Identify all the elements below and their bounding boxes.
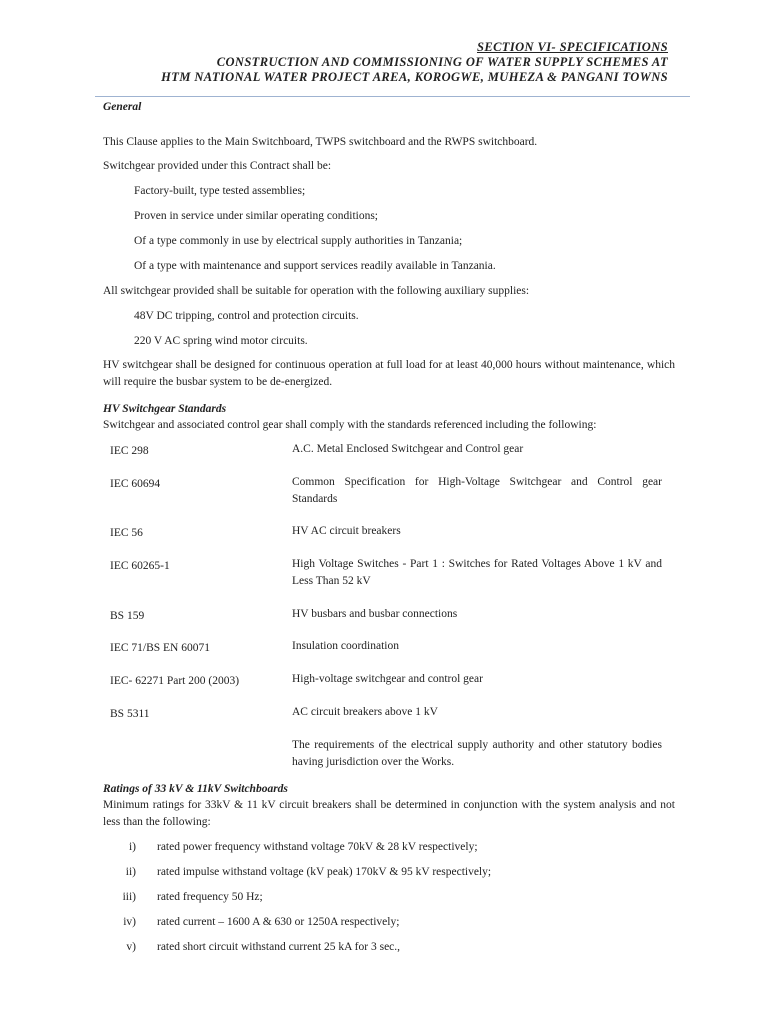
rating-text: rated current – 1600 A & 630 or 1250A respectively; (157, 916, 400, 928)
rating-number: iii) (122, 891, 136, 903)
section-title: SECTION VI- SPECIFICATIONS (476, 40, 668, 54)
supply-item: 220 V AC spring wind motor circuits. (134, 335, 308, 347)
list-item: Of a type commonly in use by electrical supply authorities in Tanzania; (134, 235, 463, 247)
standard-code: IEC 298 (110, 445, 149, 457)
standard-code: IEC 71/BS EN 60071 (110, 642, 210, 654)
rating-number: v) (126, 941, 136, 953)
rating-number: ii) (125, 866, 136, 878)
standards-heading: HV Switchgear Standards (103, 403, 227, 415)
general-paragraph-1: This Clause applies to the Main Switchboard, TWPS switchboard and the RWPS switchboard. (103, 136, 538, 148)
general-paragraph-3: All switchgear provided shall be suitable for operation with the following auxiliary supplies: (103, 285, 530, 297)
general-heading: General (103, 101, 142, 113)
standards-intro: Switchgear and associated control gear shall comply with the standards referenced including the following: (103, 419, 597, 431)
standard-code: IEC 56 (110, 527, 143, 539)
rating-text: rated power frequency withstand voltage 70kV & 28 kV respectively; (157, 841, 478, 853)
rating-number: i) (128, 841, 136, 853)
rating-text: rated impulse withstand voltage (kV peak) 170kV & 95 kV respectively; (157, 866, 492, 878)
ratings-intro: Minimum ratings for 33kV & 11 kV circuit breakers shall be determined in conjunction with the system analysis and not less than the following: (103, 799, 675, 828)
list-item: Of a type with maintenance and support services readily available in Tanzania. (134, 260, 496, 272)
standard-code: BS 159 (110, 610, 145, 622)
list-item: Factory-built, type tested assemblies; (134, 185, 306, 197)
standard-description: HV busbars and busbar connections (292, 608, 458, 620)
standard-code: IEC 60265-1 (110, 560, 170, 572)
general-paragraph-2: Switchgear provided under this Contract shall be: (103, 160, 332, 172)
rating-text: rated short circuit withstand current 25 kA for 3 sec., (157, 941, 401, 953)
ratings-heading: Ratings of 33 kV & 11kV Switchboards (103, 783, 288, 795)
standard-code: IEC- 62271 Part 200 (2003) (110, 675, 240, 687)
rating-number: iv) (123, 916, 136, 928)
rating-text: rated frequency 50 Hz; (157, 891, 263, 903)
general-paragraph-4: HV switchgear shall be designed for continuous operation at full load for at least 40,000 hours without maintenance, which will require the busbar system to be de-energized. (103, 359, 675, 388)
standard-description: High-voltage switchgear and control gear (292, 673, 483, 685)
list-item: Proven in service under similar operating conditions; (134, 210, 378, 222)
standard-description: HV AC circuit breakers (292, 525, 401, 537)
header-line-2: CONSTRUCTION AND COMMISSIONING OF WATER SUPPLY SCHEMES AT (216, 55, 668, 69)
standard-description: High Voltage Switches - Part 1 : Switches for Rated Voltages Above 1 kV and Less Than 52 kV (292, 558, 662, 587)
standards-closing: The requirements of the electrical supply authority and other statutory bodies having jurisdiction over the Works. (292, 739, 662, 768)
standard-description: AC circuit breakers above 1 kV (292, 706, 438, 718)
supply-item: 48V DC tripping, control and protection circuits. (134, 310, 359, 322)
standard-description: Insulation coordination (292, 640, 399, 652)
standard-code: IEC 60694 (110, 478, 161, 490)
header-line-3: HTM NATIONAL WATER PROJECT AREA, KOROGWE, MUHEZA & PANGANI TOWNS (161, 70, 668, 84)
header-divider (95, 96, 690, 97)
standard-code: BS 5311 (110, 708, 150, 720)
standard-description: Common Specification for High-Voltage Switchgear and Control gear Standards (292, 476, 662, 505)
standard-description: A.C. Metal Enclosed Switchgear and Control gear (292, 443, 524, 455)
